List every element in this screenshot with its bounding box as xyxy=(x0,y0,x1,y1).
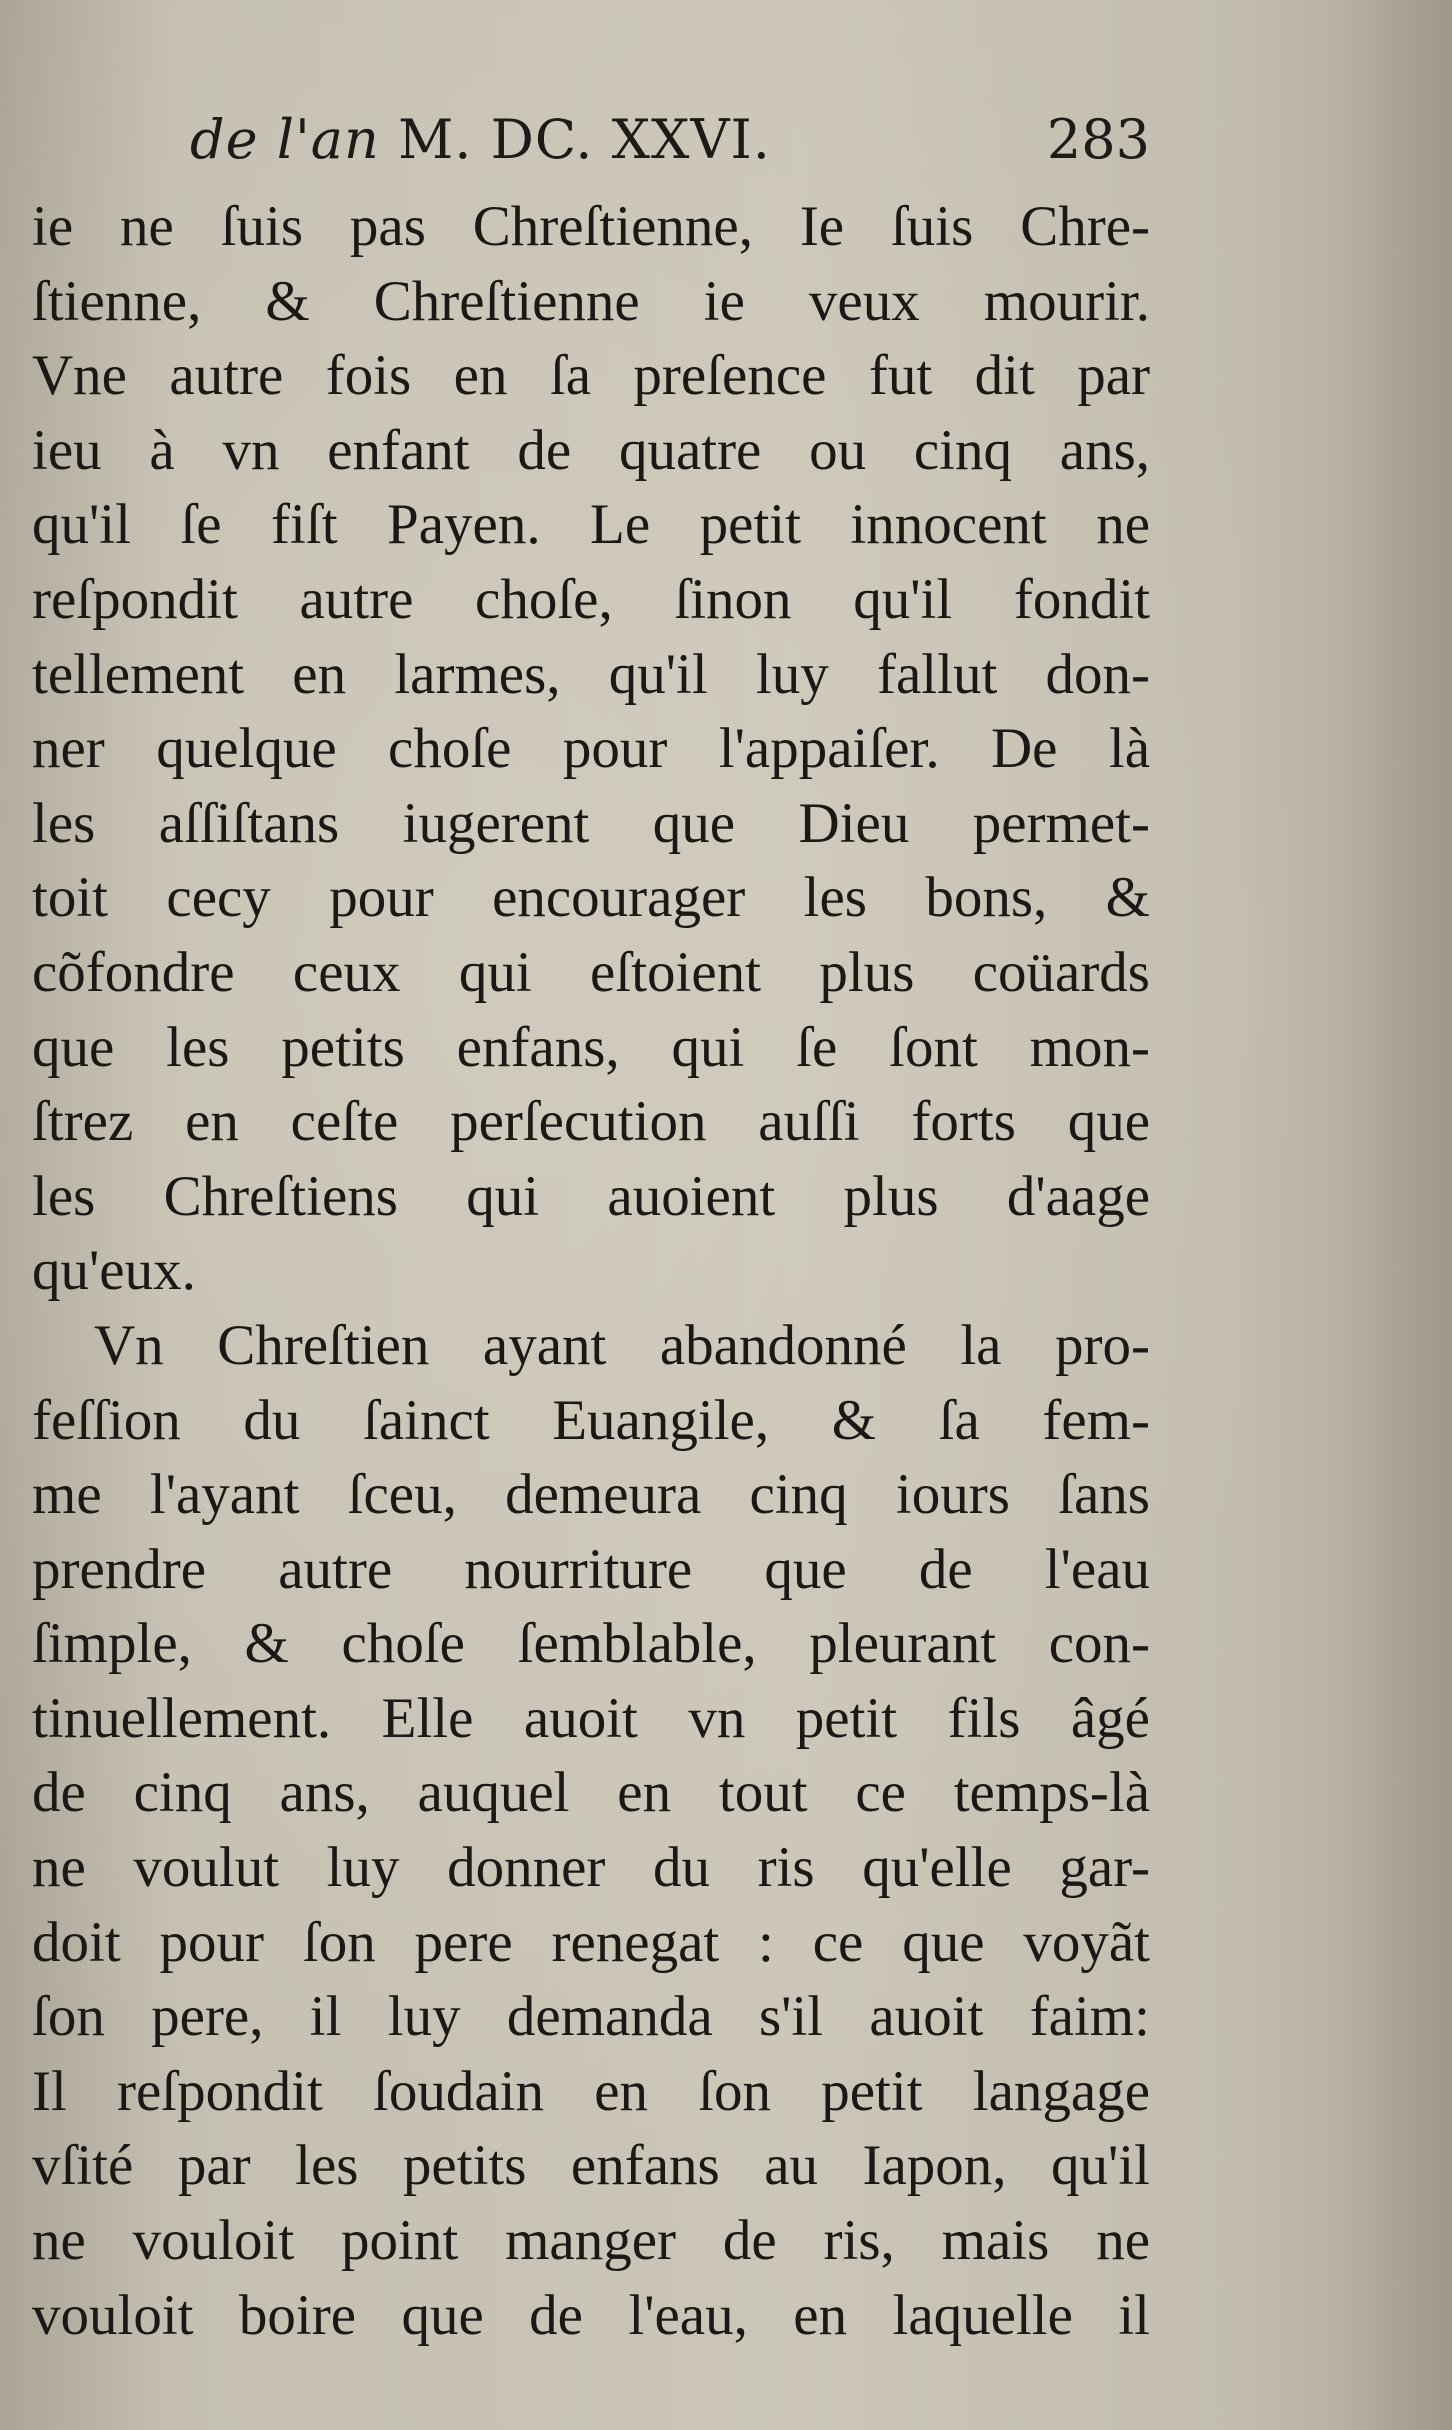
text-line: vouloit boire que de l'eau, en laquelle il xyxy=(32,2283,1150,2347)
text-line: tinuellement. Elle auoit vn petit fils âgé xyxy=(32,1686,1150,1750)
text-line: qu'eux. xyxy=(32,1239,196,1303)
text-line: de cinq ans, auquel en tout ce temps-là xyxy=(32,1761,1150,1825)
page-header xyxy=(190,108,1150,188)
text-block xyxy=(32,190,1150,2353)
text-line: ſtrez en ceſte perſecution auſſi forts que xyxy=(32,1090,1150,1154)
text-line: doit pour ſon pere renegat : ce que voyãt xyxy=(32,1910,1150,1974)
text-line: qu'il ſe fiſt Payen. Le petit innocent ne xyxy=(32,493,1150,557)
text-line: ner quelque choſe pour l'appaiſer. De là xyxy=(32,717,1150,781)
text-line: feſſion du ſainct Euangile, & ſa fem- xyxy=(32,1388,1150,1452)
text-line: les aſſiſtans iugerent que Dieu permet- xyxy=(32,791,1150,855)
text-line: Vne autre fois en ſa preſence fut dit par xyxy=(32,344,1150,408)
text-line: prendre autre nourriture que de l'eau xyxy=(32,1537,1150,1601)
text-line: toit cecy pour encourager les bons, & xyxy=(32,866,1150,930)
text-line: vſité par les petits enfans au Iapon, qu'il xyxy=(32,2134,1150,2198)
text-line: que les petits enfans, qui ſe ſont mon- xyxy=(32,1015,1150,1079)
running-head xyxy=(190,108,771,171)
text-line: ſimple, & choſe ſemblable, pleurant con- xyxy=(32,1612,1150,1676)
text-line: ne voulut luy donner du ris qu'elle gar- xyxy=(32,1836,1150,1900)
text-line: les Chreſtiens qui auoient plus d'aage xyxy=(32,1164,1150,1228)
text-line: ne vouloit point manger de ris, mais ne xyxy=(32,2209,1150,2273)
text-line: ie ne ſuis pas Chreſtienne, Ie ſuis Chre- xyxy=(32,195,1150,258)
paragraph-first-line: Vn Chreſtien ayant abandonné la pro- xyxy=(94,1313,1150,1377)
text-line: me l'ayant ſceu, demeura cinq iours ſans xyxy=(32,1463,1150,1527)
text-line: ſon pere, il luy demanda s'il auoit faim: xyxy=(32,1985,1150,2049)
page-number: 283 xyxy=(1046,108,1150,171)
text-line: reſpondit autre choſe, ſinon qu'il fondit xyxy=(32,567,1150,631)
text-line: ieu à vn enfant de quatre ou cinq ans, xyxy=(32,418,1150,482)
text-line: cõfondre ceux qui eſtoient plus coüards xyxy=(32,940,1150,1004)
text-line: ſtienne, & Chreſtienne ie veux mourir. xyxy=(32,269,1150,333)
text-line: Il reſpondit ſoudain en ſon petit langage xyxy=(32,2059,1150,2123)
running-head-year: M. DC. XXVI. xyxy=(379,108,771,171)
running-head-italic: de l'an xyxy=(190,108,380,171)
text-line: tellement en larmes, qu'il luy fallut don- xyxy=(32,642,1150,706)
